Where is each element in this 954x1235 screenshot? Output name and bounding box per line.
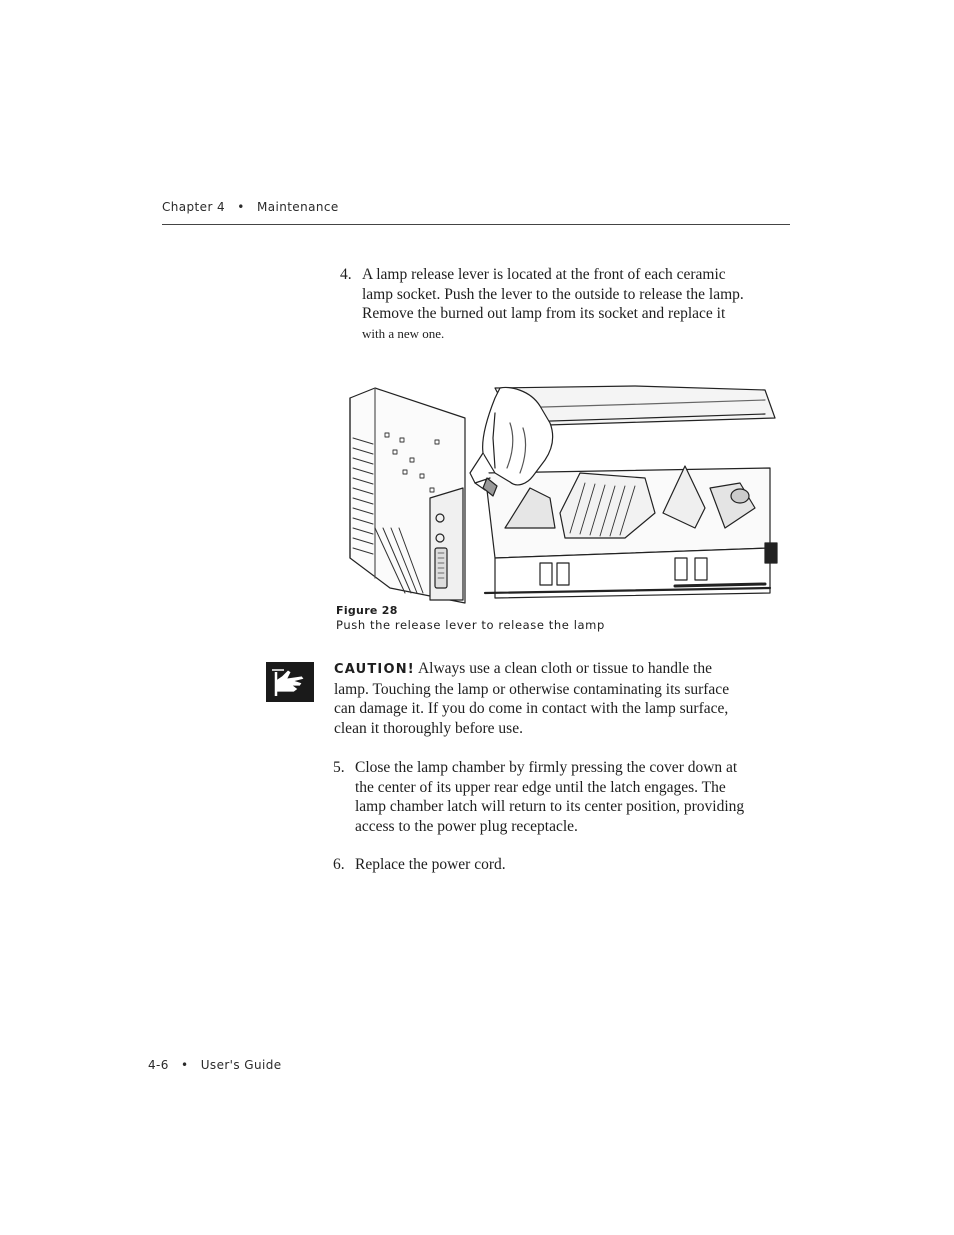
caution-line: clean it thoroughly before use. — [334, 719, 523, 737]
figure-label: Figure 28 — [336, 604, 398, 617]
step-text — [355, 758, 744, 836]
guide-title: User's Guide — [200, 1058, 282, 1072]
running-header — [162, 200, 339, 214]
running-footer — [148, 1058, 282, 1072]
step-line: the center of its upper rear edge until the latch engages. The — [355, 778, 726, 796]
step-line: with a new one. — [362, 325, 445, 341]
footer-separator: • — [181, 1058, 189, 1072]
step-5 — [333, 758, 793, 838]
step-line: lamp chamber latch will return to its center position, providing — [355, 798, 745, 815]
caution-line: can damage it. If you do come in contact with the lamp surface, — [334, 700, 729, 717]
step-line: Remove the burned out lamp from its socket and replace it — [362, 305, 726, 322]
step-line: access to the power plug receptacle. — [355, 817, 578, 835]
header-separator: • — [237, 200, 245, 214]
step-number: 5. — [333, 759, 345, 776]
step-line: lamp socket. Push the lever to the outside to release the lamp. — [362, 285, 744, 303]
step-6 — [333, 855, 633, 877]
page-number: 4-6 — [148, 1058, 169, 1072]
figure-caption — [336, 604, 605, 632]
step-line: Close the lamp chamber by firmly pressing the cover down at — [355, 759, 738, 776]
caution-line: Always use a clean cloth or tissue to handle the — [417, 660, 712, 677]
caution-line: lamp. Touching the lamp or otherwise contaminating its surface — [334, 680, 730, 698]
step-number: 4. — [340, 266, 352, 283]
step-line: Replace the power cord. — [355, 856, 506, 873]
header-rule — [162, 224, 790, 225]
caution-notice — [334, 659, 804, 738]
step-text — [355, 855, 506, 875]
chapter-label: Chapter 4 — [162, 200, 226, 214]
lamp-release-illustration — [345, 378, 780, 608]
step-number: 6. — [333, 856, 345, 873]
step-4 — [340, 265, 800, 345]
hand-pointing-icon — [266, 662, 314, 702]
figure-caption-text: Push the release lever to release the lamp — [336, 618, 605, 632]
step-text — [362, 265, 744, 343]
step-line: A lamp release lever is located at the front of each ceramic — [362, 266, 726, 283]
caution-label: CAUTION! — [334, 662, 415, 677]
section-label: Maintenance — [256, 200, 339, 214]
